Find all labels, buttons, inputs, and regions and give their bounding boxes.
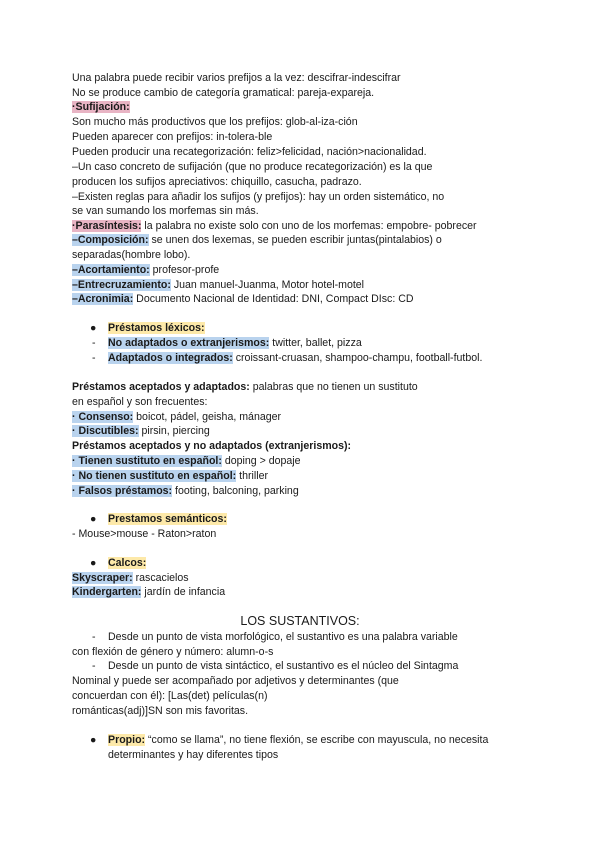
text-line [72, 484, 299, 498]
highlight-prestamos-semanticos: Prestamos semánticos: [108, 513, 227, 525]
highlight-skyscraper: Skyscraper: [72, 572, 133, 584]
text-line: Pueden producir una recategorización: feliz>felicidad, nación>nacionalidad. [72, 146, 427, 158]
highlight-prestamos-lexicos: Préstamos léxicos: [108, 322, 205, 334]
text-fragment: thriller [236, 470, 269, 482]
highlight-propio: Propio: [108, 734, 146, 746]
text-line [72, 380, 418, 394]
list-heading [108, 321, 205, 335]
text-line: Nominal y puede ser acompañado por adjetivos y determinantes (que [72, 675, 399, 687]
highlight-falsos-prestamos: · Falsos préstamos: [72, 485, 173, 497]
text-line: concuerdan con él): [Las(det) películas(n) [72, 690, 268, 702]
text-fragment: se unen dos lexemas, se pueden escribir juntas(pintalabios) o [148, 234, 442, 246]
highlight-no-adaptados: No adaptados o extranjerismos: [108, 337, 270, 349]
text-line: en español y son frecuentes: [72, 396, 208, 408]
bullet-dot-icon: ● [90, 557, 97, 569]
text-line [72, 424, 210, 438]
bullet-dot-icon: ● [90, 322, 97, 334]
text-fragment: footing, balconing, parking [172, 485, 299, 497]
text-line: No se produce cambio de categoría gramatical: pareja-expareja. [72, 87, 375, 99]
list-item [108, 351, 482, 365]
text-line: se van sumando los morfemas sin más. [72, 205, 259, 217]
list-item: Desde un punto de vista morfológico, el sustantivo es una palabra variable [108, 631, 458, 643]
text-line: - Mouse>mouse - Raton>raton [72, 528, 217, 540]
highlight-parasintesis: ·Parasíntesis: [72, 220, 142, 232]
text-fragment: twitter, ballet, pizza [269, 337, 362, 349]
text-line: –Un caso concreto de sufijación (que no produce recategorización) es la que [72, 161, 433, 173]
highlight-adaptados: Adaptados o integrados: [108, 352, 233, 364]
highlight-tienen-sustituto: · Tienen sustituto en español: [72, 455, 222, 467]
highlight-consenso: · Consenso: [72, 411, 134, 423]
highlight-composicion: –Composición: [72, 234, 149, 246]
highlight-kindergarten: Kindergarten: [72, 586, 142, 598]
highlight-discutibles: · Discutibles: [72, 425, 139, 437]
text-line: –Existen reglas para añadir los sufijos (y prefijos): hay un orden sistemático, no [72, 191, 445, 203]
dash-bullet: - [92, 337, 96, 349]
list-item: Desde un punto de vista sintáctico, el sustantivo es el núcleo del Sintagma [108, 660, 459, 672]
text-line: Son mucho más productivos que los prefijos: glob-al-iza-ción [72, 116, 358, 128]
text-fragment: rascacielos [132, 572, 189, 584]
text-fragment: Juan manuel-Juanma, Motor hotel-motel [170, 279, 365, 291]
text-line [72, 454, 301, 468]
list-heading [108, 512, 227, 526]
section-heading: LOS SUSTANTIVOS: [240, 614, 360, 628]
text-line: Préstamos aceptados y no adaptados (extranjerismos): [72, 440, 352, 452]
text-line [72, 263, 219, 277]
highlight-acortamiento: –Acortamiento: [72, 264, 150, 276]
bullet-dot-icon: ● [90, 513, 97, 525]
highlight-sufijacion: ·Sufijación: [72, 101, 130, 113]
text-fragment: doping > dopaje [221, 455, 301, 467]
highlight-no-tienen-sustituto: · No tienen sustituto en español: [72, 470, 237, 482]
dash-bullet: - [92, 631, 96, 643]
text-line: determinantes y hay diferentes tipos [108, 749, 279, 761]
text-line: románticas(adj)]SN son mis favoritas. [72, 705, 249, 717]
list-heading [108, 556, 146, 570]
text-fragment: profesor-profe [149, 264, 220, 276]
text-line [72, 233, 442, 247]
dash-bullet: - [92, 660, 96, 672]
text-line [72, 410, 281, 424]
text-fragment: jardín de infancia [141, 586, 226, 598]
text-line [72, 469, 268, 483]
text-fragment: la palabra no existe solo con uno de los morfemas: empobre- pobrecer [141, 220, 477, 232]
highlight-acronimia: –Acronimia: [72, 293, 134, 305]
text-line [72, 219, 477, 233]
highlight-entrecruzamiento: –Entrecruzamiento: [72, 279, 171, 291]
text-fragment: croissant-cruasan, shampoo-champu, football-futbol. [232, 352, 483, 364]
bullet-dot-icon: ● [90, 734, 97, 746]
text-line [72, 278, 364, 292]
list-item [108, 733, 488, 747]
text-fragment: palabras que no tienen un sustituto [249, 381, 418, 393]
text-line: Una palabra puede recibir varios prefijos a la vez: descifrar-indescifrar [72, 72, 401, 84]
text-fragment: Documento Nacional de Identidad: DNI, Compact DIsc: CD [133, 293, 414, 305]
text-line: separadas(hombre lobo). [72, 249, 191, 261]
text-line: Pueden aparecer con prefijos: in-tolera-ble [72, 131, 273, 143]
text-fragment: “como se llama”, no tiene flexión, se escribe con mayuscula, no necesita [145, 734, 489, 746]
text-line: con flexión de género y número: alumn-o-s [72, 646, 274, 658]
text-line [72, 292, 414, 306]
bold-label: Préstamos aceptados y adaptados: [72, 381, 250, 393]
text-line: producen los sufijos apreciativos: chiquillo, casucha, padrazo. [72, 176, 362, 188]
text-fragment: pirsin, piercing [138, 425, 210, 437]
highlight-calcos: Calcos: [108, 557, 147, 569]
dash-bullet: - [92, 352, 96, 364]
list-item [108, 336, 362, 350]
text-fragment: boicot, pádel, geisha, mánager [133, 411, 282, 423]
text-line [72, 571, 189, 585]
text-line [72, 585, 225, 599]
section-label [72, 100, 130, 114]
